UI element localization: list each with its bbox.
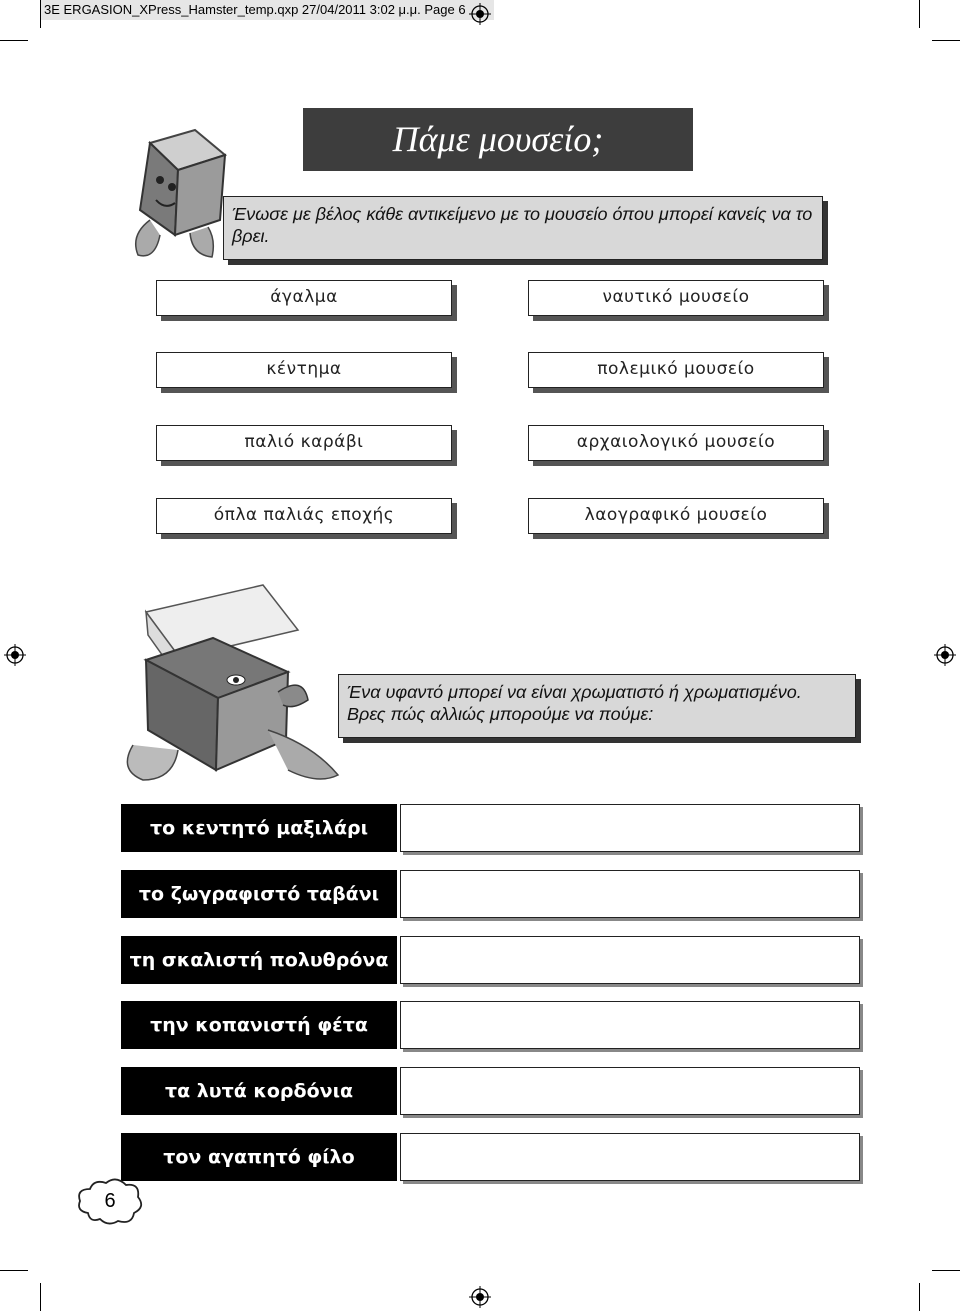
instruction-box-2 [338,674,856,738]
phrase-label: το ζωγραφιστό ταβάνι [121,870,397,918]
phrase-label: το κεντητό μαξιλάρι [121,804,397,852]
instruction-2-line-1: Ένα υφαντό μπορεί να είναι χρωματιστό ή χρωματισμένο. [347,682,802,702]
crop-mark [0,40,28,41]
answer-field[interactable] [400,870,860,918]
crop-mark [932,40,960,41]
answer-field[interactable] [400,1133,860,1181]
museum-box: ναυτικό μουσείο [528,280,824,316]
crop-mark [40,0,41,28]
crop-mark [932,1270,960,1271]
crop-mark [919,0,920,28]
object-box: παλιό καράβι [156,425,452,461]
page-number: 6 [104,1190,116,1212]
answer-field[interactable] [400,1067,860,1115]
box-character-illustration [118,580,348,785]
object-box: κέντημα [156,352,452,388]
instruction-box-1: Ένωσε με βέλος κάθε αντικείμενο με το μουσείο όπου μπορεί κανείς να το βρει. [223,196,823,260]
page-title: Πάμε μουσείο; [303,108,693,171]
answer-field[interactable] [400,1001,860,1049]
museum-box: αρχαιολογικό μουσείο [528,425,824,461]
print-header: 3E ERGASION_XPress_Hamster_temp.qxp 27/04/2011 3:02 μ.μ. Page 6 [40,0,494,20]
crop-mark [919,1283,920,1311]
object-box: άγαλμα [156,280,452,316]
museum-box: πολεμικό μουσείο [528,352,824,388]
registration-mark-icon [4,644,26,666]
box-character-illustration [120,115,240,265]
answer-field[interactable] [400,804,860,852]
registration-mark-icon [934,644,956,666]
phrase-label: την κοπανιστή φέτα [121,1001,397,1049]
page-number-badge [74,1175,146,1227]
crop-mark [0,1270,28,1271]
phrase-label: τα λυτά κορδόνια [121,1067,397,1115]
museum-box: λαογραφικό μουσείο [528,498,824,534]
phrase-label: τη σκαλιστή πολυθρόνα [121,936,397,984]
crop-mark [40,1283,41,1311]
phrase-label: τον αγαπητό φίλο [121,1133,397,1181]
registration-mark-icon [469,3,491,25]
object-box: όπλα παλιάς εποχής [156,498,452,534]
registration-mark-icon [469,1286,491,1308]
instruction-2-line-2: Βρες πώς αλλιώς μπορούμε να πούμε: [347,704,654,724]
answer-field[interactable] [400,936,860,984]
